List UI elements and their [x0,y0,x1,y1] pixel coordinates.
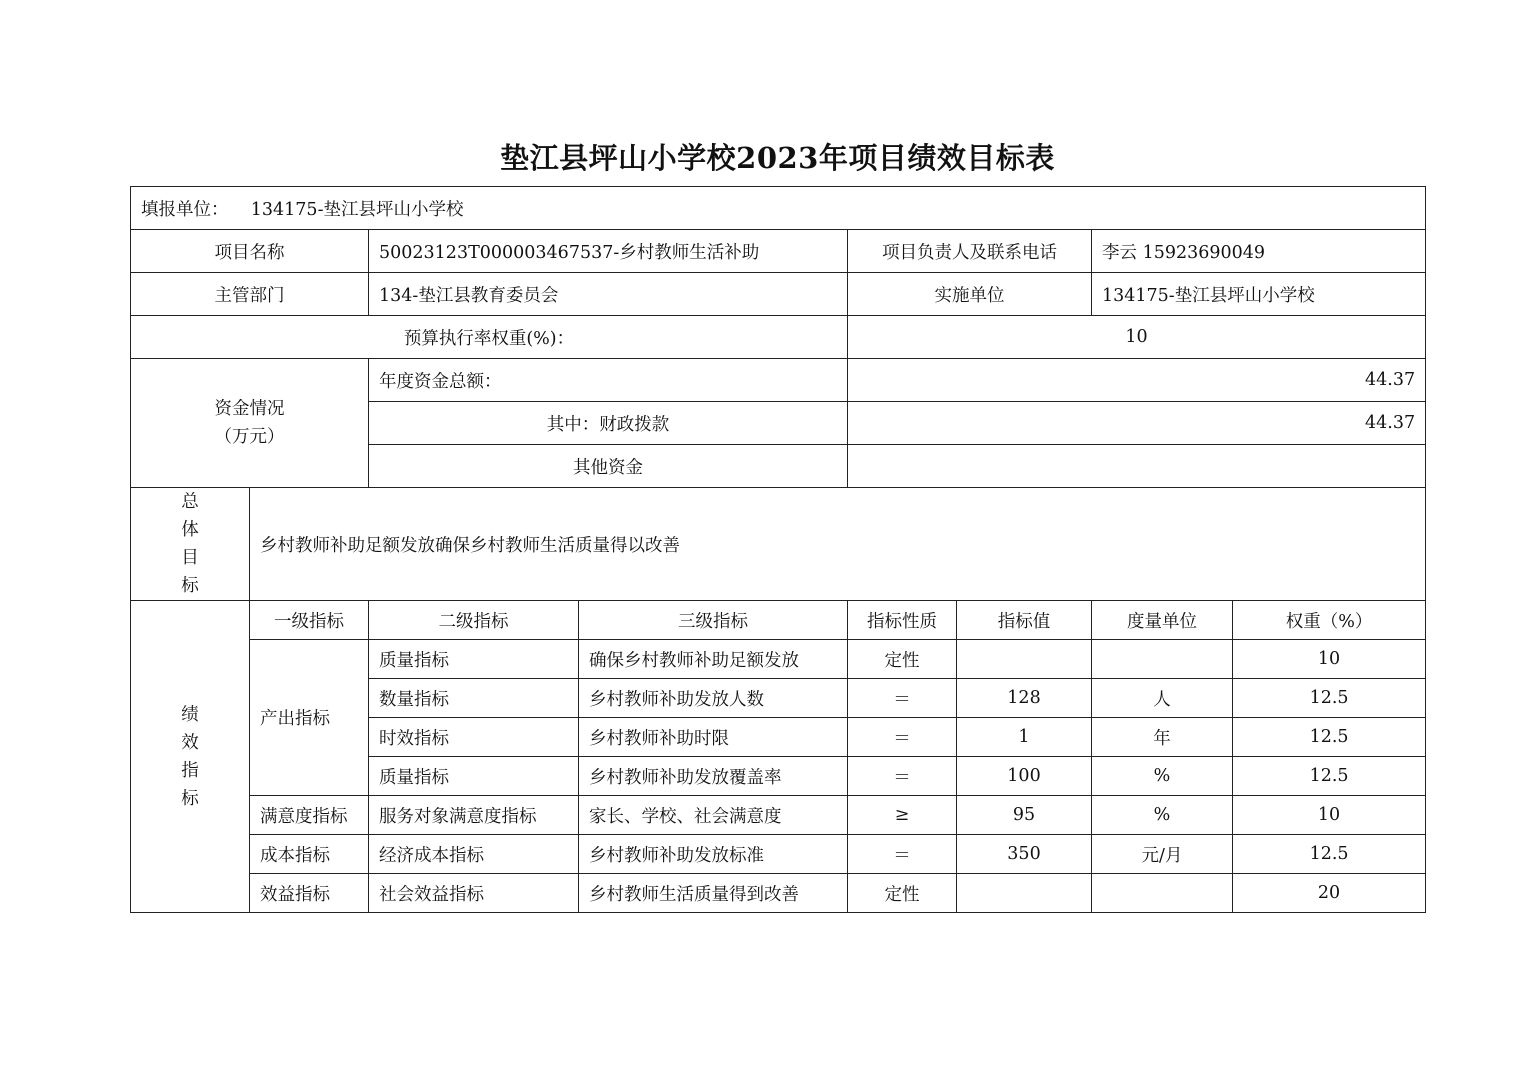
nature-cell: ＝ [848,757,957,796]
weight-cell: 10 [1233,796,1426,835]
filler-unit-label: 填报单位： [141,199,229,220]
unit-cell: 元/月 [1092,835,1233,874]
funds-other-label: 其他资金 [369,445,848,488]
level2-cell: 社会效益指标 [369,874,579,913]
value-cell [957,640,1092,679]
unit-cell: 年 [1092,718,1233,757]
nature-cell: 定性 [848,874,957,913]
header-value: 指标值 [957,601,1092,640]
goal-label-char: 总 [181,492,199,512]
level1-cell: 成本指标 [250,835,369,874]
level1-cell: 产出指标 [250,640,369,796]
goal-label-char: 标 [181,576,199,596]
weight-cell: 10 [1233,640,1426,679]
level1-cell: 效益指标 [250,874,369,913]
table-row [131,835,1426,874]
value-cell: 350 [957,835,1092,874]
performance-indicators-label [131,601,250,913]
weight-cell: 12.5 [1233,757,1426,796]
weight-cell: 12.5 [1233,718,1426,757]
nature-cell: ≥ [848,796,957,835]
level2-cell: 服务对象满意度指标 [369,796,579,835]
nature-cell: ＝ [848,679,957,718]
indicator-label-char: 指 [181,760,199,781]
funds-other-value [848,445,1426,488]
header-unit: 度量单位 [1092,601,1233,640]
dept-value: 134-垫江县教育委员会 [369,273,848,316]
table-row [131,640,1426,679]
funds-total-value: 44.37 [848,359,1426,402]
funds-label-line1: 资金情况 [214,399,285,419]
level3-cell: 乡村教师补助发放标准 [579,835,848,874]
level2-cell: 质量指标 [369,640,579,679]
overall-goal-label [131,488,250,601]
weight-cell: 12.5 [1233,679,1426,718]
project-contact-value: 李云 15923690049 [1092,230,1426,273]
table-row [131,874,1426,913]
funds-total-label: 年度资金总额： [369,359,848,402]
value-cell: 128 [957,679,1092,718]
value-cell: 1 [957,718,1092,757]
value-cell [957,874,1092,913]
funds-label-line2: （万元） [214,427,285,447]
goal-label-char: 体 [181,520,199,540]
page-title: 垫江县坪山小学校2023年项目绩效目标表 [500,141,1055,175]
overall-goal-text: 乡村教师补助足额发放确保乡村教师生活质量得以改善 [250,488,1426,601]
funds-fiscal-value: 44.37 [848,402,1426,445]
nature-cell: 定性 [848,640,957,679]
level2-cell: 时效指标 [369,718,579,757]
weight-cell: 20 [1233,874,1426,913]
unit-cell: % [1092,796,1233,835]
indicator-label-char: 标 [181,788,199,809]
level3-cell: 确保乡村教师补助足额发放 [579,640,848,679]
value-cell: 95 [957,796,1092,835]
goal-label-char: 目 [181,548,199,568]
header-weight: 权重（%） [1233,601,1426,640]
performance-target-table [130,186,1426,913]
unit-cell [1092,640,1233,679]
funds-label [131,359,369,488]
filler-unit-cell [131,187,1426,230]
level2-cell: 质量指标 [369,757,579,796]
header-level3: 三级指标 [579,601,848,640]
header-level2: 二级指标 [369,601,579,640]
unit-cell [1092,874,1233,913]
level3-cell: 乡村教师生活质量得到改善 [579,874,848,913]
budget-weight-value: 10 [848,316,1426,359]
weight-cell: 12.5 [1233,835,1426,874]
table-row [131,796,1426,835]
header-level1: 一级指标 [250,601,369,640]
level3-cell: 家长、学校、社会满意度 [579,796,848,835]
nature-cell: ＝ [848,718,957,757]
project-name-value: 50023123T000003467537-乡村教师生活补助 [369,230,848,273]
unit-cell: % [1092,757,1233,796]
level3-cell: 乡村教师补助发放覆盖率 [579,757,848,796]
dept-label: 主管部门 [131,273,369,316]
level3-cell: 乡村教师补助时限 [579,718,848,757]
level3-cell: 乡村教师补助发放人数 [579,679,848,718]
project-contact-label: 项目负责人及联系电话 [848,230,1092,273]
header-nature: 指标性质 [848,601,957,640]
budget-weight-label: 预算执行率权重(%)： [131,316,848,359]
indicator-label-char: 绩 [181,704,199,725]
indicator-label-char: 效 [181,732,199,753]
level2-cell: 数量指标 [369,679,579,718]
level2-cell: 经济成本指标 [369,835,579,874]
level1-cell: 满意度指标 [250,796,369,835]
impl-unit-label: 实施单位 [848,273,1092,316]
unit-cell: 人 [1092,679,1233,718]
value-cell: 100 [957,757,1092,796]
nature-cell: ＝ [848,835,957,874]
filler-unit-value: 134175-垫江县坪山小学校 [250,199,464,220]
project-name-label: 项目名称 [131,230,369,273]
impl-unit-value: 134175-垫江县坪山小学校 [1092,273,1426,316]
funds-fiscal-label: 其中：财政拨款 [369,402,848,445]
